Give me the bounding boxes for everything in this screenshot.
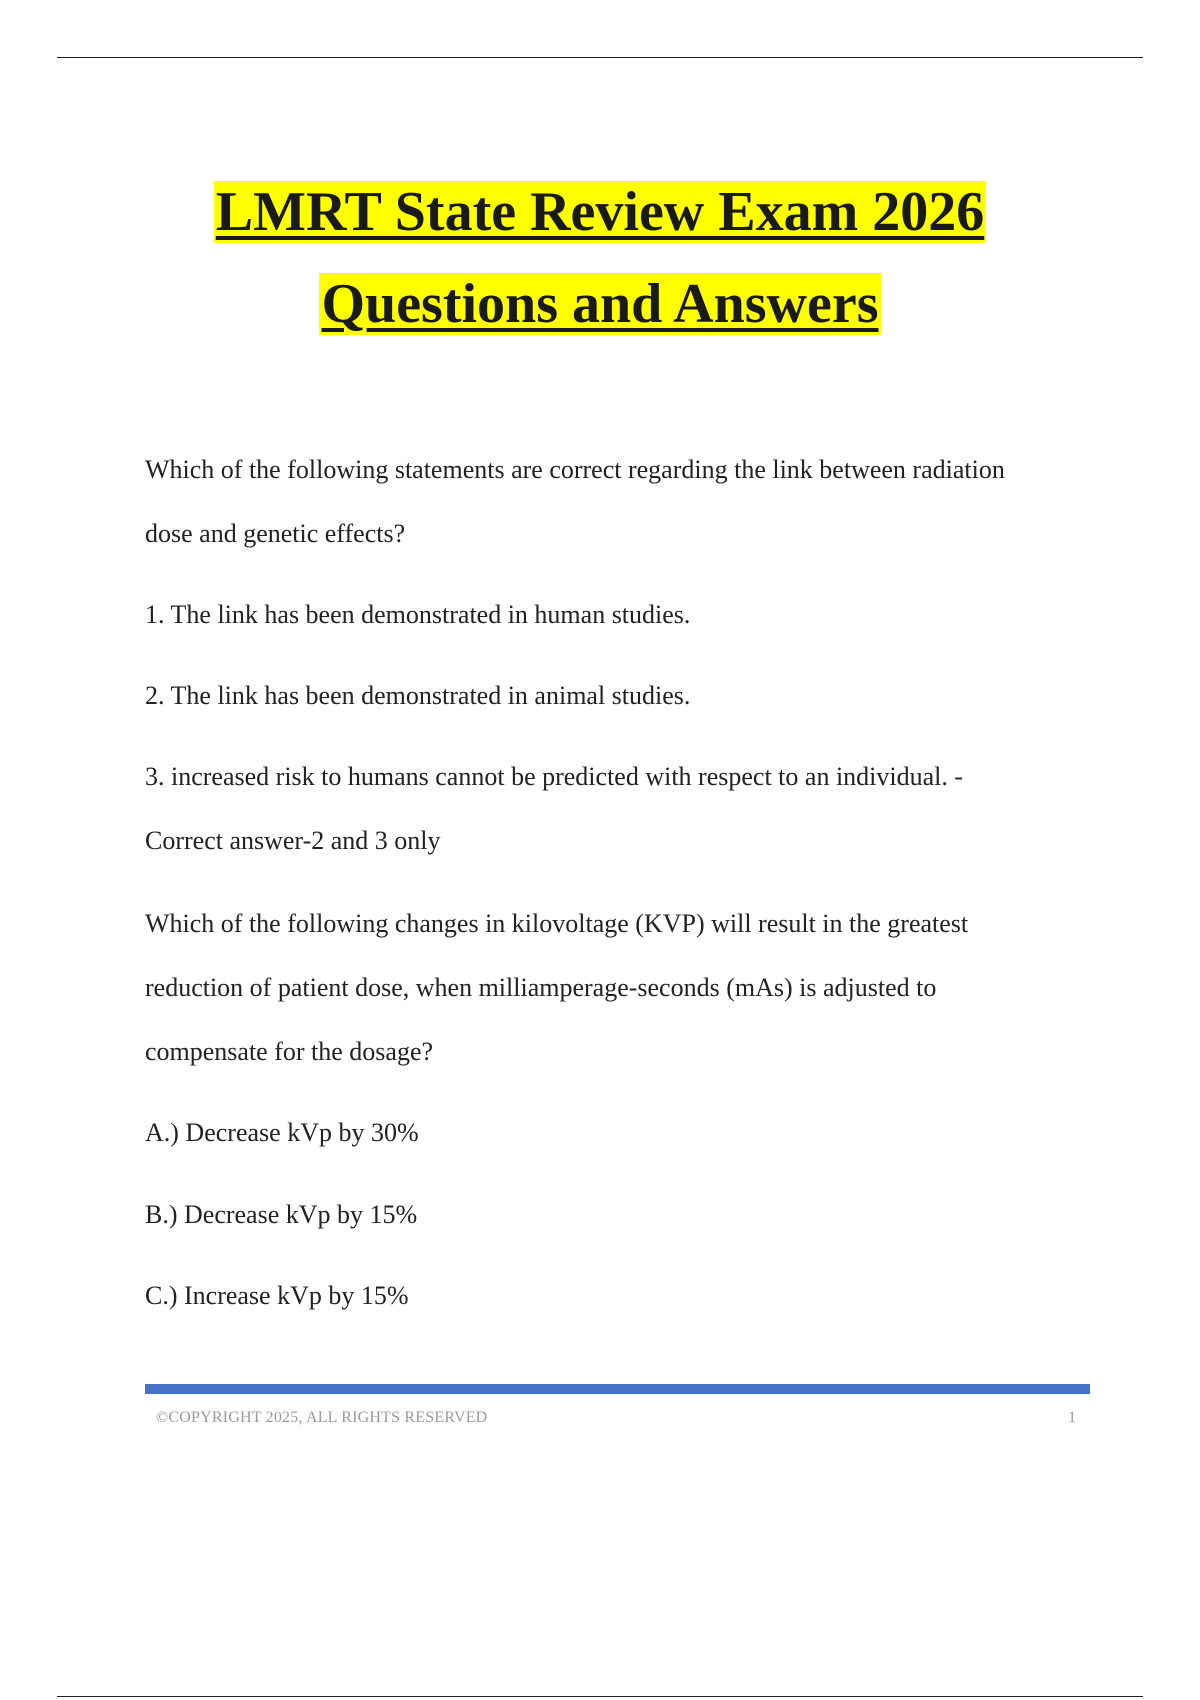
question-1-item-2: 2. The link has been demonstrated in animal studies. bbox=[145, 681, 691, 710]
question-1-item-3-line-1: 3. increased risk to humans cannot be predicted with respect to an individual. - bbox=[145, 762, 964, 791]
question-2-option-c: C.) Increase kVp by 15% bbox=[145, 1281, 409, 1310]
title-highlight-2: Questions and Answers bbox=[321, 273, 879, 335]
question-1-stem-line-1: Which of the following statements are correct regarding the link between radiation bbox=[145, 455, 1005, 484]
question-1-item-1: 1. The link has been demonstrated in human studies. bbox=[145, 600, 691, 629]
page-title-line-1 bbox=[0, 180, 1200, 244]
question-2-stem-line-1: Which of the following changes in kilovoltage (KVP) will result in the greatest bbox=[145, 909, 969, 938]
question-2-stem-line-3: compensate for the dosage? bbox=[145, 1037, 434, 1066]
question-2-stem-line-2: reduction of patient dose, when milliamperage-seconds (mAs) is adjusted to bbox=[145, 973, 937, 1002]
bottom-rule bbox=[57, 1696, 1143, 1697]
footer-page-number: 1 bbox=[1068, 1409, 1076, 1426]
title-highlight-1: LMRT State Review Exam 2026 bbox=[215, 181, 985, 243]
question-2-option-a: A.) Decrease kVp by 30% bbox=[145, 1118, 419, 1147]
page-title-line-2 bbox=[0, 272, 1200, 336]
question-2-option-b: B.) Decrease kVp by 15% bbox=[145, 1200, 418, 1229]
footer-bar bbox=[145, 1384, 1090, 1394]
question-1-stem-line-2: dose and genetic effects? bbox=[145, 519, 406, 548]
top-rule bbox=[57, 57, 1143, 58]
footer-copyright: ©COPYRIGHT 2025, ALL RIGHTS RESERVED bbox=[156, 1409, 488, 1426]
question-1-answer: Correct answer-2 and 3 only bbox=[145, 826, 441, 855]
